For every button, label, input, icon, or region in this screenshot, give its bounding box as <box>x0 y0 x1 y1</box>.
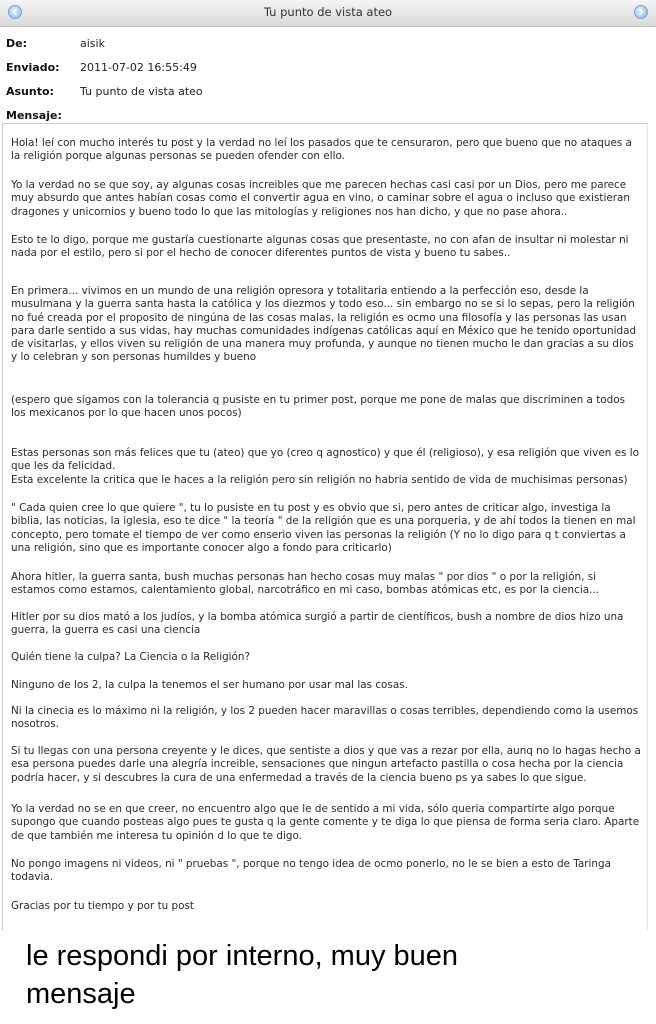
meme-caption <box>0 930 656 1024</box>
message-paragraph: Hola! leí con mucho interés tu post y la verdad no leí los pasados que te censuraron, pero que bueno que no ataques a la religión porque algunas personas se pueden ofender con ello. <box>11 137 632 163</box>
message-paragraph: " Cada quien cree lo que quiere ", tu lo pusiste en tu post y es obvio que si, pero antes de criticar algo, investiga la biblia, las noticias, la iglesia, eso te dice " la teoría " de la religión que es una porqueria, y de ahí todos la tienen en mal concepto, pero tomate el tiempo de ver como enserio viven las personas la religión (Y no lo digo para q t conviertas a una religión, sino que es importante conocer algo a fondo para criticarlo) <box>11 502 636 554</box>
chevron-right-icon <box>637 8 645 16</box>
message-paragraph: No pongo imagens ni videos, ni " pruebas ", porque no tengo idea de ocmo ponerlo, no le se bien a esto de Taringa todavia. <box>11 858 611 884</box>
message-paragraph: Si tu llegas con una persona creyente y le dices, que sentiste a dios y que vas a rezar por ella, aunq no lo hagas hecho a esa persona puedes darle una alegría increible, sensaciones que ningun artefacto pastilla o cosa hecha por la ciencia podría hacer, y si descubres la cura de una enfermedad a través de la ciencia bueno ps ya sabes lo que sigue. <box>11 745 641 784</box>
message-body <box>2 123 648 935</box>
message-paragraph: Ahora hitler, la guerra santa, bush muchas personas han hecho cosas muy malas " por dios " o por la religión, si estamos como estamos, calentamiento global, narcotráfico en mi caso, bombas atómicas etc, es por la ciencia... <box>11 571 599 597</box>
caption-line-1: le respondi por interno, muy buen <box>26 940 459 972</box>
message-header <box>6 34 646 130</box>
sent-value: 2011-07-02 16:55:49 <box>80 61 197 74</box>
message-paragraph: Yo la verdad no se que soy, ay algunas cosas increibles que me parecen hechas casi casi por un Dios, pero me parece muy absurdo que antes habían cosas como el convertir agua en vino, o caminar sobre el agua o incluso que existieran dragones y unicornios y bueno todo lo que las mitologías y religiones nos han dicho, y que no pase ahora.. <box>11 179 630 218</box>
window-titlebar <box>0 0 656 27</box>
subject-row <box>6 82 646 106</box>
from-row <box>6 34 646 58</box>
message-paragraph: Ninguno de los 2, la culpa la tenemos el ser humano por usar mal las cosas. <box>11 679 408 691</box>
from-label: De: <box>6 37 27 50</box>
message-paragraph: Hitler por su dios mató a los judíos, y la bomba atómica surgió a partir de científicos, bush a nombre de dios hizo una guerra, la guerra es casi una ciencia <box>11 611 624 637</box>
message-paragraph: Estas personas son más felices que tu (ateo) que yo (creo q agnostico) y que él (religioso), y esa religión que viven es lo que les da felicidad. <box>11 447 639 473</box>
message-paragraph: En primera... vivimos en un mundo de una religión opresora y totalitaria entiendo a la perfección eso, desde la musulmana y la guerra santa hasta la católica y los diezmos y todo eso... sin embargo no se si lo sepas, pero la religión no fué creada por el proposito de ningúna de las cosas malas, la religión es ocmo una filosofía y las personas las usan para darle sentido a sus vidas, hay muchas comunidades indígenas católicas aquí en México que he tenido oportunidad de visitarlas, y ellos viven su religión de una manera muy profunda, y aunque no tienen mucho le dan gracias a su dios y lo celebran y son personas humildes y bueno <box>11 285 637 364</box>
message-paragraph: Ni la cinecia es lo máximo ni la religión, y los 2 pueden hacer maravillas o cosas terribles, dependiendo como la usemos nosotros. <box>11 705 639 731</box>
message-label: Mensaje: <box>6 109 62 122</box>
message-paragraph: Yo la verdad no se en que creer, no encuentro algo que le de sentido a mi vida, sólo queria compartirte algo porque supongo que cuando posteas algo pues te gusta q la gente comente y te diga lo que piensa de forma seria claro. Aparte de que también me interesa tu opinión d lo que te digo. <box>11 803 640 842</box>
message-paragraph: Gracias por tu tiempo y por tu post <box>11 900 194 912</box>
message-paragraph: Esta excelente la critica que le haces a la religión pero sin religión no habria sentido de vida de muchisimas personas) <box>11 474 628 486</box>
subject-label: Asunto: <box>6 85 54 98</box>
from-value: aisik <box>80 37 105 50</box>
next-button[interactable] <box>634 5 648 19</box>
window-title: Tu punto de vista ateo <box>263 5 393 19</box>
message-paragraph: Quién tiene la culpa? La Ciencia o la Religión? <box>11 651 251 663</box>
caption-line-2: mensaje <box>26 978 136 1010</box>
message-paragraph: Esto te lo digo, porque me gustaría cuestionarte algunas cosas que presentaste, no con afan de insultar ni molestar ni nada por el estilo, pero si por el hecho de conocer diferentes puntos de vista y bueno tu sabes.. <box>11 234 629 260</box>
sent-row <box>6 58 646 82</box>
sent-label: Enviado: <box>6 61 60 74</box>
subject-value: Tu punto de vista ateo <box>80 85 203 98</box>
message-paragraph: (espero que sigamos con la tolerancia q pusiste en tu primer post, porque me pone de malas que discriminen a todos los mexicanos por lo que hacen unos pocos) <box>11 394 626 420</box>
